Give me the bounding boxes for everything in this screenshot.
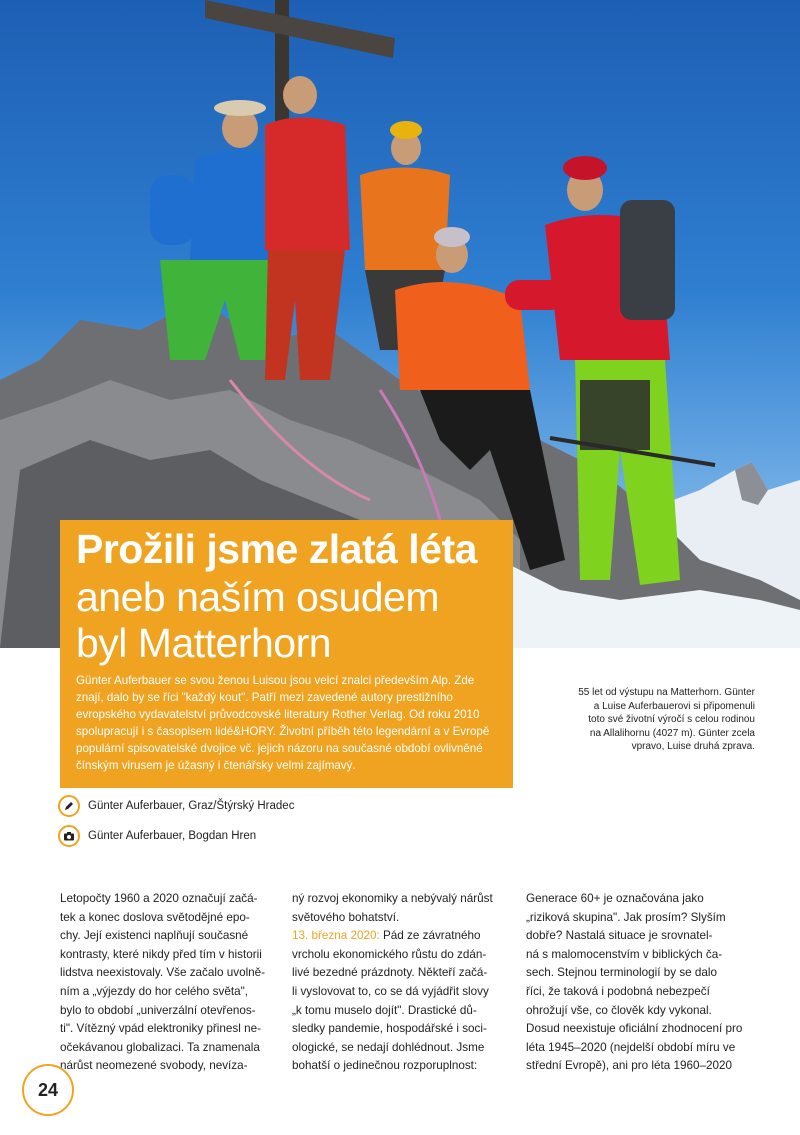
- article-lead: Günter Auferbauer se svou ženou Luisou jsou velcí znalci především Alp. Zde znají, dalo by se říci "každý kout". Patří mezi zavedené autory prestižního evropského vydavatelství průvodcovské literatury Rother Verlag. Od roku 2010 spolupracují i s časopisem lidé&HORY. Životní příběh této legendární a v Evropě populární spisovatelské dvojice vč. jejich názoru na současné období ovlivněné čínským virusem je úžasný i čtenářsky velmi zajímavý.: [76, 674, 490, 772]
- body-text: Pád ze závratného: [379, 929, 481, 943]
- body-line: ním a „výjezdy do hor celého světa",: [60, 984, 248, 998]
- body-line: ti". Vítězný vpád elektroniky přinesl ne-: [60, 1022, 261, 1036]
- caption-line: 55 let od výstupu na Matterhorn. Günter: [578, 687, 755, 698]
- article-title-line-3: byl Matterhorn: [76, 620, 332, 666]
- body-line: li vyslovovat to, co se dá vyjádřit slovy: [292, 984, 489, 998]
- body-line: střední Evropě), ani pro léta 1960–2020: [526, 1059, 732, 1073]
- article-title-line-1: Prožili jsme zlatá léta: [76, 526, 477, 572]
- body-line: Dosud neexistuje oficiální zhodnocení pro: [526, 1022, 743, 1036]
- body-line: ologické, se nedají dohlédnout. Jsme: [292, 1040, 485, 1054]
- body-line: nárůst neomezené svobody, nevíza-: [60, 1059, 248, 1073]
- body-line: „k tomu muselo dojít". Drastické dů-: [292, 1003, 477, 1017]
- pencil-icon: [58, 795, 80, 817]
- body-line: sledky pandemie, hospodářské i soci-: [292, 1022, 487, 1036]
- body-line: říci, že taková i podobná nebezpečí: [526, 984, 710, 998]
- camera-icon: [58, 825, 80, 847]
- photo-credit: [58, 825, 256, 847]
- body-line: bylo to období „univerzální otevřenos-: [60, 1003, 256, 1017]
- body-line: dobře? Nastalá situace je srovnatel-: [526, 929, 713, 943]
- body-line: sech. Stejnou terminologií by se dalo: [526, 966, 718, 980]
- body-line: Letopočty 1960 a 2020 označují začá-: [60, 892, 258, 905]
- body-line: bohatší o jedinečnou rozporuplnost:: [292, 1059, 478, 1073]
- author-credit-text: Günter Auferbauer, Graz/Štýrský Hradec: [88, 800, 295, 812]
- title-panel: [60, 520, 513, 788]
- body-line: světového bohatství.: [292, 910, 400, 924]
- page-number: 24: [22, 1064, 74, 1116]
- body-line: „riziková skupina". Jak prosím? Slyším: [526, 910, 726, 924]
- body-line: ný rozvoj ekonomiky a nebývalý nárůst: [292, 892, 493, 905]
- photo-credit-text: Günter Auferbauer, Bogdan Hren: [88, 830, 257, 842]
- body-line-dated: [292, 927, 502, 946]
- caption-line: a Luise Auferbauerovi si připomenuli: [593, 700, 755, 712]
- caption-line: na Allalihornu (4027 m). Günter zcela: [589, 727, 755, 739]
- body-line: chy. Její existenci naplňují současné: [60, 929, 249, 943]
- body-line: ohrožují vše, co člověk kdy vykonal.: [526, 1003, 712, 1017]
- body-line: vrcholu ekonomického růstu do zdán-: [292, 947, 487, 961]
- body-line: lidstva neexistovaly. Vše začalo uvolně-: [60, 966, 266, 980]
- body-line: livé bezedné prázdnoty. Někteří začá-: [292, 966, 488, 980]
- author-credit: [58, 795, 294, 817]
- article-title-line-2: aneb naším osudem: [76, 574, 440, 620]
- caption-line: vpravo, Luise druhá zprava.: [631, 741, 755, 753]
- body-line: očekávanou globalizaci. Ta znamenala: [60, 1040, 260, 1054]
- body-line: kontrasty, které nikdy před tím v historii: [60, 947, 262, 961]
- body-line: léta 1945–2020 (nejdelší období míru ve: [526, 1040, 736, 1054]
- photo-caption: [545, 686, 755, 754]
- body-column-1: [60, 890, 270, 1076]
- date-highlight: 13. března 2020:: [292, 929, 380, 943]
- body-line: ná s malomocenstvím v biblických ča-: [526, 947, 723, 961]
- body-column-3: [526, 890, 743, 1076]
- caption-line: toto své životní výročí s celou rodinou: [588, 714, 755, 726]
- body-line: Generace 60+ je označována jako: [526, 892, 704, 905]
- body-column-2: [292, 890, 502, 1076]
- body-line: tek a konec doslova světodějné epo-: [60, 910, 250, 924]
